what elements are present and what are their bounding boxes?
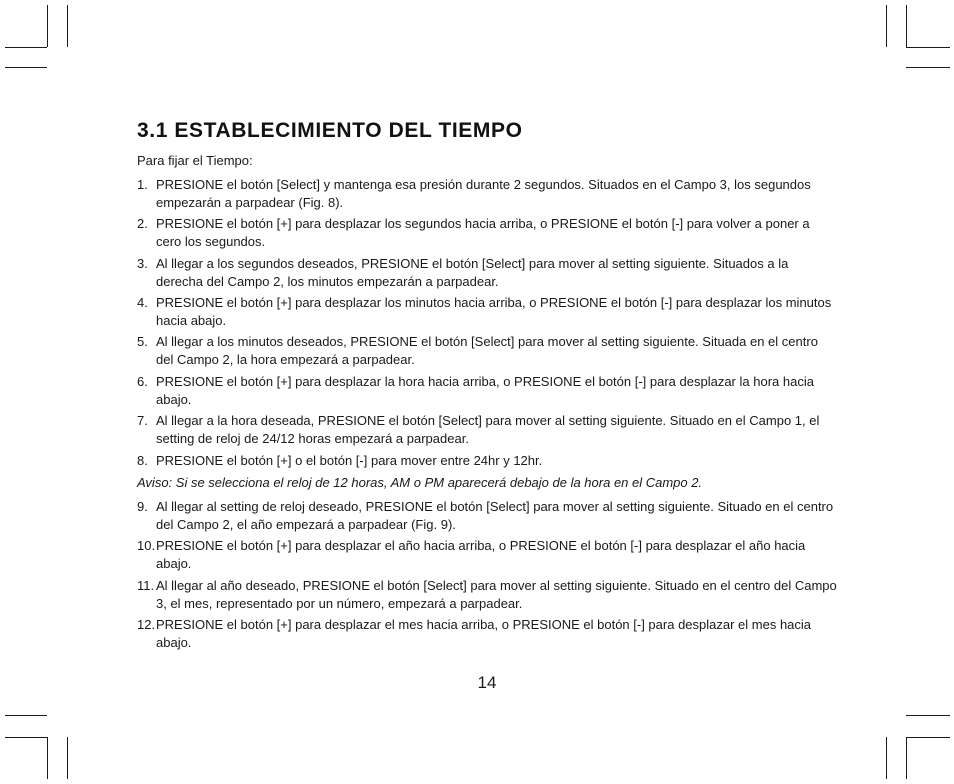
list-item xyxy=(137,577,837,612)
step-text: PRESIONE el botón [+] para desplazar la hora hacia arriba, o PRESIONE el botón [-] para desplazar la hora hacia abajo. xyxy=(156,374,814,407)
list-item xyxy=(137,294,837,329)
list-item xyxy=(137,412,837,447)
crop-mark xyxy=(5,715,47,716)
crop-mark xyxy=(67,5,68,47)
list-item xyxy=(137,537,837,572)
list-item xyxy=(137,452,837,470)
crop-mark xyxy=(47,737,48,779)
page-number: 14 xyxy=(477,673,497,692)
crop-mark xyxy=(906,737,950,738)
section-title: 3.1 ESTABLECIMIENTO DEL TIEMPO xyxy=(137,119,523,142)
step-number: 5. xyxy=(137,334,148,349)
step-text: PRESIONE el botón [Select] y mantenga esa presión durante 2 segundos. Situados en el Campo 3, los segundos empezarán a parpadear (Fig. 8). xyxy=(156,177,811,210)
crop-mark xyxy=(886,5,887,47)
step-number: 12. xyxy=(137,617,156,632)
crop-mark xyxy=(906,47,950,48)
crop-mark xyxy=(5,47,47,48)
step-number: 2. xyxy=(137,216,148,231)
step-text: PRESIONE el botón [+] para desplazar el mes hacia arriba, o PRESIONE el botón [-] para desplazar el mes hacia abajo. xyxy=(156,617,812,650)
list-item xyxy=(137,215,837,250)
crop-mark xyxy=(5,67,47,68)
step-number: 9. xyxy=(137,499,148,514)
step-number: 10. xyxy=(137,538,156,553)
step-text: Al llegar a los minutos deseados, PRESIONE el botón [Select] para mover al setting siguiente. Situada en el centro del Campo 2, la hora empezará a parpadear. xyxy=(156,334,818,367)
crop-mark xyxy=(67,737,68,779)
step-number: 3. xyxy=(137,256,148,271)
step-text: PRESIONE el botón [+] para desplazar los minutos hacia arriba, o PRESIONE el botón [-] para desplazar los minutos hacia abajo. xyxy=(156,295,832,328)
step-text: Al llegar a los segundos deseados, PRESIONE el botón [Select] para mover al setting siguiente. Situados a la derecha del Campo 2, los minutos empezarán a parpadear. xyxy=(156,256,789,289)
crop-mark xyxy=(906,5,907,47)
note-text: Aviso: Si se selecciona el reloj de 12 horas, AM o PM aparecerá debajo de la hora en el Campo 2. xyxy=(137,475,703,490)
crop-mark xyxy=(906,67,950,68)
step-number: 8. xyxy=(137,453,148,468)
step-number: 6. xyxy=(137,374,148,389)
step-number: 11. xyxy=(137,578,155,593)
step-text: PRESIONE el botón [+] para desplazar los segundos hacia arriba, o PRESIONE el botón [-] para volver a poner a cero los segundos. xyxy=(156,216,810,249)
step-number: 1. xyxy=(137,177,148,192)
crop-mark xyxy=(47,5,48,47)
crop-mark xyxy=(886,737,887,779)
step-text: PRESIONE el botón [+] para desplazar el año hacia arriba, o PRESIONE el botón [-] para desplazar el año hacia abajo. xyxy=(156,538,806,571)
list-item xyxy=(137,255,837,290)
crop-mark xyxy=(906,715,950,716)
list-item xyxy=(137,616,837,651)
list-item xyxy=(137,373,837,408)
step-text: PRESIONE el botón [+] o el botón [-] para mover entre 24hr y 12hr. xyxy=(156,453,543,468)
list-item xyxy=(137,176,837,211)
step-number: 7. xyxy=(137,413,148,428)
crop-mark xyxy=(906,737,907,779)
list-item xyxy=(137,498,837,533)
step-text: Al llegar al año deseado, PRESIONE el botón [Select] para mover al setting siguiente. Situado en el centro del Campo 3, el mes, representado por un número, empezará a parpadear. xyxy=(156,578,837,611)
step-text: Al llegar a la hora deseada, PRESIONE el botón [Select] para mover al setting siguiente. Situado en el Campo 1, el setting de reloj de 24/12 horas empezará a parpadear. xyxy=(156,413,820,446)
step-text: Al llegar al setting de reloj deseado, PRESIONE el botón [Select] para mover al setting siguiente. Situado en el centro del Campo 2, el año empezará a parpadear (Fig. 9). xyxy=(156,499,834,532)
intro-text: Para fijar el Tiempo: xyxy=(137,153,253,168)
list-item xyxy=(137,333,837,368)
step-number: 4. xyxy=(137,295,148,310)
crop-mark xyxy=(5,737,47,738)
